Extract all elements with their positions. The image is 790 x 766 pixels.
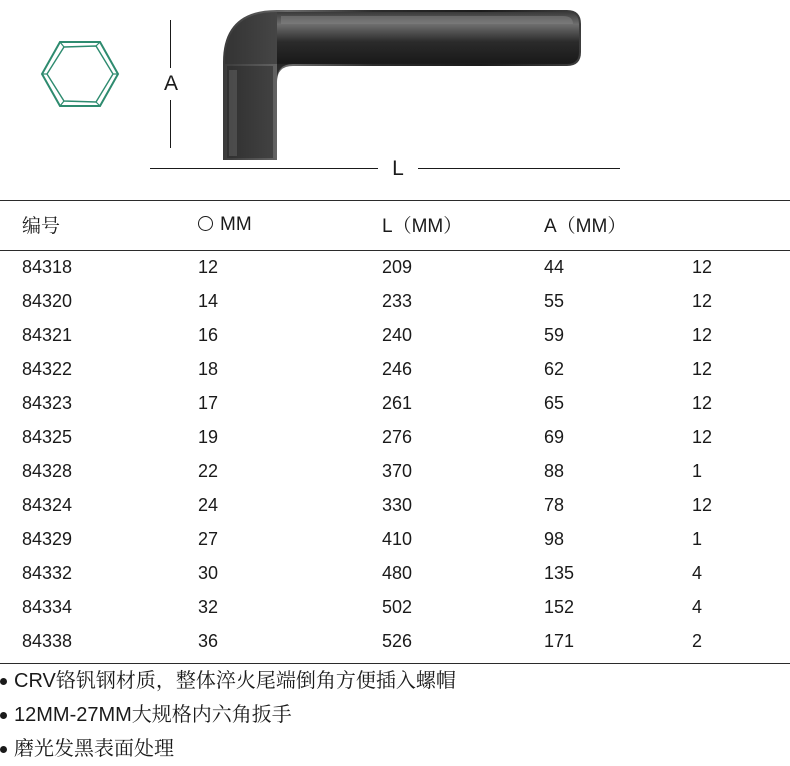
dimension-l-line-right xyxy=(418,168,620,169)
cell-size: 12 xyxy=(198,257,219,277)
cell-code: 84318 xyxy=(22,257,73,277)
cell-size: 17 xyxy=(198,393,219,413)
cell-qty: 4 xyxy=(692,597,703,617)
cell-size: 19 xyxy=(198,427,219,447)
cell-qty: 1 xyxy=(692,529,703,549)
cell-length-l: 240 xyxy=(382,325,413,345)
cell-length-l: 330 xyxy=(382,495,413,515)
cell-code: 84329 xyxy=(22,529,73,549)
table-row xyxy=(0,285,790,319)
cell-qty: 12 xyxy=(692,495,713,515)
cell-length-a: 98 xyxy=(544,529,565,549)
cell-code: 84334 xyxy=(22,597,73,617)
cell-code: 84323 xyxy=(22,393,73,413)
cell-size: 24 xyxy=(198,495,219,515)
cell-length-a: 65 xyxy=(544,393,565,413)
hexagon-cross-section-icon xyxy=(38,38,122,110)
table-header-row xyxy=(0,201,790,251)
cell-length-l: 246 xyxy=(382,359,413,379)
cell-length-a: 88 xyxy=(544,461,565,481)
cell-qty: 12 xyxy=(692,291,713,311)
cell-qty: 12 xyxy=(692,393,713,413)
cell-qty: 4 xyxy=(692,563,703,583)
cell-length-l: 261 xyxy=(382,393,413,413)
cell-length-l: 276 xyxy=(382,427,413,447)
header-size xyxy=(182,201,354,251)
cell-code: 84324 xyxy=(22,495,73,515)
cell-length-l: 502 xyxy=(382,597,413,617)
cell-length-a: 62 xyxy=(544,359,565,379)
feature-item: CRV铬钒钢材质，整体淬火尾端倒角方便插入螺帽 xyxy=(0,664,790,698)
table-row xyxy=(0,421,790,455)
dimension-l-label: L xyxy=(392,157,404,180)
feature-item: 12MM-27MM大规格内六角扳手 xyxy=(0,698,790,732)
table-row xyxy=(0,625,790,659)
cell-code: 84328 xyxy=(22,461,73,481)
cell-size: 27 xyxy=(198,529,219,549)
cell-qty: 12 xyxy=(692,325,713,345)
cell-length-a: 69 xyxy=(544,427,565,447)
cell-length-a: 171 xyxy=(544,631,575,651)
cell-length-a: 135 xyxy=(544,563,575,583)
dimension-l xyxy=(150,152,770,192)
cell-length-a: 152 xyxy=(544,597,575,617)
cell-length-l: 209 xyxy=(382,257,413,277)
table-row xyxy=(0,591,790,625)
cell-size: 14 xyxy=(198,291,219,311)
feature-item: 磨光发黑表面处理 xyxy=(0,732,790,766)
product-illustration xyxy=(0,0,790,200)
table-row xyxy=(0,489,790,523)
cell-size: 22 xyxy=(198,461,219,481)
header-length-a: A（MM） xyxy=(506,201,658,251)
header-size-label: MM xyxy=(220,213,252,235)
header-length-l: L（MM） xyxy=(354,201,506,251)
cell-qty: 12 xyxy=(692,427,713,447)
cell-length-a: 59 xyxy=(544,325,565,345)
cell-length-a: 44 xyxy=(544,257,565,277)
cell-code: 84321 xyxy=(22,325,73,345)
cell-length-l: 370 xyxy=(382,461,413,481)
hexagon-icon xyxy=(198,216,213,231)
cell-size: 36 xyxy=(198,631,219,651)
allen-key-image xyxy=(215,0,615,175)
cell-length-l: 480 xyxy=(382,563,413,583)
table-row xyxy=(0,523,790,557)
cell-length-a: 55 xyxy=(544,291,565,311)
cell-length-l: 410 xyxy=(382,529,413,549)
dimension-l-line-left xyxy=(150,168,378,169)
cell-size: 32 xyxy=(198,597,219,617)
header-qty xyxy=(658,201,790,251)
cell-size: 16 xyxy=(198,325,219,345)
cell-code: 84325 xyxy=(22,427,73,447)
dimension-a xyxy=(148,20,192,148)
spec-table xyxy=(0,200,790,659)
dimension-a-label: A xyxy=(163,72,178,95)
cell-code: 84338 xyxy=(22,631,73,651)
cell-code: 84332 xyxy=(22,563,73,583)
cell-length-l: 233 xyxy=(382,291,413,311)
dimension-a-line-top xyxy=(170,20,171,68)
cell-length-l: 526 xyxy=(382,631,413,651)
table-row xyxy=(0,319,790,353)
feature-list xyxy=(0,663,790,766)
cell-qty: 1 xyxy=(692,461,703,481)
table-row xyxy=(0,455,790,489)
cell-qty: 2 xyxy=(692,631,703,651)
table-row xyxy=(0,387,790,421)
cell-size: 30 xyxy=(198,563,219,583)
cell-length-a: 78 xyxy=(544,495,565,515)
cell-code: 84322 xyxy=(22,359,73,379)
table-row xyxy=(0,251,790,286)
cell-size: 18 xyxy=(198,359,219,379)
header-code: 编号 xyxy=(0,201,182,251)
cell-code: 84320 xyxy=(22,291,73,311)
dimension-a-line-bottom xyxy=(170,100,171,148)
table-row xyxy=(0,353,790,387)
cell-qty: 12 xyxy=(692,257,713,277)
cell-qty: 12 xyxy=(692,359,713,379)
table-row xyxy=(0,557,790,591)
